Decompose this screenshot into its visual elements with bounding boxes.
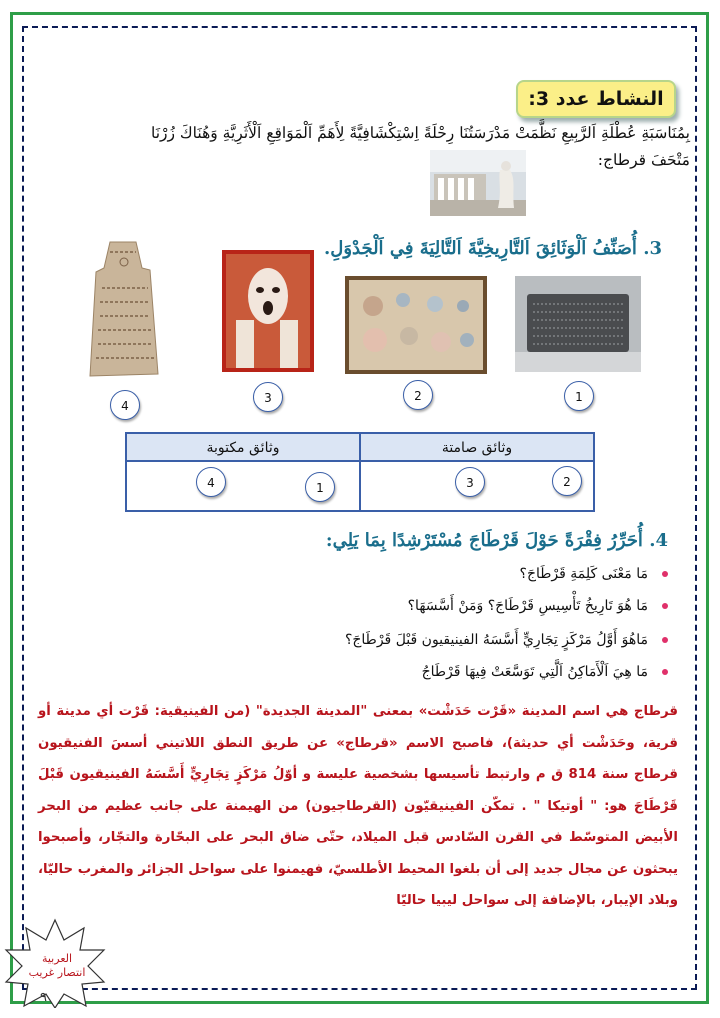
bullet-icon	[662, 571, 668, 577]
activity-title: النشاط عدد 3:	[516, 80, 676, 118]
bullet-icon	[662, 603, 668, 609]
question-text: مَا هُوَ تَارِيخُ تَأْسِيسِ قَرْطَاجَ؟ وَمَنْ أَسَّسَهَا؟	[407, 598, 648, 614]
image-number-1: 1	[564, 381, 594, 411]
page-number: ٩	[40, 990, 47, 1005]
museum-photo	[430, 150, 526, 216]
intro-paragraph	[40, 120, 690, 174]
table-cell-silent-2: 2	[552, 466, 582, 496]
question-item	[520, 566, 668, 582]
stamp-line-2: انتصار غريب	[28, 966, 86, 979]
tablet-image	[515, 276, 641, 372]
table-cell-silent-3: 3	[455, 467, 485, 497]
mask-image	[222, 250, 314, 372]
image-number-3: 3	[253, 382, 283, 412]
question-text: مَا مَعْنَى كَلِمَةِ قَرْطَاجَ؟	[519, 566, 648, 582]
classification-table	[125, 432, 595, 512]
image-number-2: 2	[403, 380, 433, 410]
intro-line-2: مَتْحَفَ قرطاج:	[597, 151, 690, 169]
column-header-written: وثائق مكتوبة	[127, 434, 359, 462]
table-divider	[359, 434, 361, 510]
image-number-4: 4	[110, 390, 140, 420]
table-cell-written-1: 1	[305, 472, 335, 502]
task4-heading: 4. أُحَرِّرُ فِقْرَةً حَوْلَ قَرْطَاجَ مُسْتَرْشِدًا بِمَا يَلِي:	[325, 530, 668, 551]
question-item	[408, 598, 668, 614]
question-item	[345, 632, 668, 648]
seals-image	[345, 276, 487, 374]
column-header-silent: وثائق صامتة	[361, 434, 593, 462]
question-item	[422, 664, 668, 680]
intro-line-1: بِمُنَاسَبَةِ عُطْلَةِ اَلرَّبِيعِ نَظَّمَتْ مَدْرَسَتُنَا رِحْلَةً اِسْتِكْشَافِيَّةً لِأَهَمِّ اَلْمَوَاقِعِ اَلْأَثَرِيَّةِ وَهُنَاكَ زُرْنَا	[150, 124, 690, 142]
table-cell-written-4: 4	[196, 467, 226, 497]
bullet-icon	[662, 637, 668, 643]
task3-heading: 3. أُصَنِّفُ اَلْوَثَائِقَ اَلتَّارِيخِيَّةَ اَلتَّالِيَةَ فِي اَلْجَدْوَلِ.	[323, 238, 662, 259]
stamp-text	[22, 952, 92, 980]
question-text: مَاهُوَ أَوَّلُ مَرْكَزٍ تِجَارِيٍّ أَسَّسَهُ الفينيقيون قَبْلَ قَرْطَاجَ؟	[344, 632, 648, 648]
stele-image	[80, 238, 168, 384]
answer-paragraph: قرطاج هي اسم المدينة «قَرْت حَدَشْت» بمعنى "المدينة الجديدة" (من الفينيقية: قَرْت أي مدينة أو قرية، وحَدَشْت أي حديثة)، فاصبح الاسم «قرطاج» عن طريق النطق اللاتيني أسسَ الفنيقيون قرطاج سنة 814 ق م وارتبط تأسيسها بشخصية عليسة و أوّلُ مَرْكَزٍ تِجَارِيٍّ أَسَّسَهُ الفينيقيون قَبْلَ قَرْطَاجَ هو: " أوتيكا " . تمكّن الفينيقيّون (القرطاجيون) من الهيمنة على جانب عظيم من البحر الأبيض المتوسّط في القرن السّادس قبل الميلاد، حتّى ضاق البحر على البحّارة والتجّار، وأصبحوا يبحثون عن مجال جديد إلى أن بلغوا المحيط الأطلسيّ، فهيمنوا على سواحل الجزائر والمغرب حاليّا، وبلاد الإيبار، بالإضافة إلى سواحل ليبيا حاليّا	[38, 704, 678, 908]
question-text: مَا هِيَ اَلْأَمَاكِنُ اَلَّتِي تَوَسَّعَتْ فِيهَا قَرْطَاجُ	[421, 664, 648, 680]
stamp-line-1: العربية	[41, 952, 73, 965]
bullet-icon	[662, 669, 668, 675]
